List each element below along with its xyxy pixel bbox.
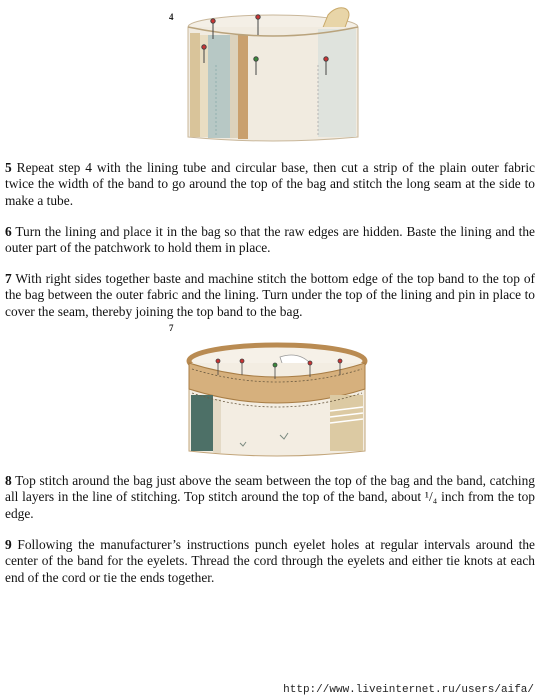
- step-text: With right sides together baste and machine stitch the bottom edge of the top band to the top of the bag between the outer fabric and the lining. Turn under the top of the lining and pin in place to cover the seam, thereby joining the top band to the bag.: [5, 271, 535, 319]
- step-number: 9: [5, 537, 12, 552]
- figure-7-label: 7: [169, 323, 174, 333]
- step-7: [5, 271, 535, 320]
- step-text: Turn the lining and place it in the bag so that the raw edges are hidden. Baste the lining and the outer part of the patchwork to hold them in place.: [5, 224, 535, 256]
- step-number: 6: [5, 224, 12, 239]
- step-text: Following the manufacturer’s instructions punch eyelet holes at regular intervals around the center of the band for the eyelets. Thread the cord through the eyelets and either tie knots at each end of the cord or tie the ends together.: [5, 537, 535, 585]
- step-5: [5, 160, 535, 209]
- step-6: [5, 224, 535, 257]
- step-8: [5, 473, 535, 522]
- step-number: 5: [5, 160, 12, 175]
- figure-7-illustration: [180, 333, 375, 463]
- source-url: http://www.liveinternet.ru/users/aifa/: [283, 684, 534, 696]
- step-9: [5, 537, 535, 586]
- figure-4-label: 4: [169, 12, 174, 22]
- step-number: 7: [5, 271, 12, 286]
- step-text: Top stitch around the bag just above the seam between the top of the bag and the band, catching all layers in the line of stitching. Top stitch around the top of the band, about ¹/₄ inch from the top edge.: [5, 473, 535, 521]
- figure-4-illustration: [178, 5, 368, 145]
- step-number: 8: [5, 473, 12, 488]
- step-text: Repeat step 4 with the lining tube and circular base, then cut a strip of the plain outer fabric twice the width of the band to go around the top of the bag and stitch the long seam at the side to make a tube.: [5, 160, 535, 208]
